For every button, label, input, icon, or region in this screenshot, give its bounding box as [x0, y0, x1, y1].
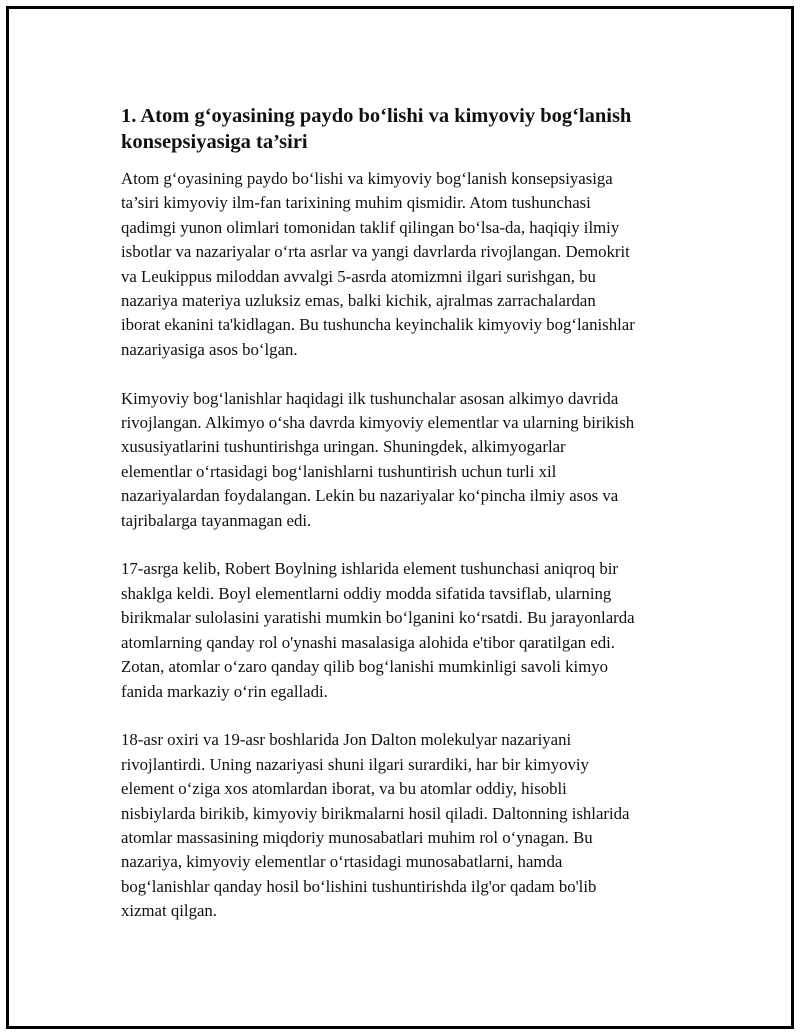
paragraph-2: Kimyoviy bog‘lanishlar haqidagi ilk tushunchalar asosan alkimyo davrida rivojlangan. Alkimyo o‘sha davrda kimyoviy elementlar va ularning birikish xususiyatlarini tushuntirishga uringan. Shuningdek, alkimyogarlar elementlar o‘rtasidagi bog‘lanishlarni tushuntirish uchun turli xil nazariyalardan foydalangan. Lekin bu nazariyalar ko‘pincha ilmiy asos va tajribalarga tayanmagan edi. — [121, 388, 635, 530]
paragraph-1: Atom g‘oyasining paydo bo‘lishi va kimyoviy bog‘lanish konsepsiyasiga ta’siri kimyoviy ilm-fan tarixining muhim qismidir. Atom tushunchasi qadimgi yunon olimlari tomonidan taklif qilingan bo‘lsa-da, haqiqiy ilmiy isbotlar va nazariyalar o‘rta asrlar va yangi davrlarda rivojlangan. Demokrit va Leukippus miloddan avvalgi 5-asrda atomizmni ilgari surishgan, bu nazariya materiya uzluksiz emas, balki kichik, ajralmas zarrachalardan iborat ekanini ta'kidlagan. Bu tushuncha keyinchalik kimyoviy bog‘lanishlar nazariyasiga asos bo‘lgan. — [121, 169, 635, 359]
page-frame — [6, 6, 794, 1029]
paragraph-4: 18-asr oxiri va 19-asr boshlarida Jon Dalton molekulyar nazariyani rivojlantirdi. Uning nazariyasi shuni ilgari surardiki, har bir kimyoviy element o‘ziga xos atomlardan iborat, va bu atomlar oddiy, hisobli nisbiylarda birikib, kimyoviy birikmalarni hosil qiladi. Daltonning ishlarida atomlar massasining miqdoriy munosabatlari muhim rol o‘ynagan. Bu nazariya, kimyoviy elementlar o‘rtasidagi munosabatlarni, hamda bog‘lanishlar qanday hosil bo‘lishini tushuntirishda ilg'or qadam bo'lib xizmat qilgan. — [121, 730, 630, 921]
section-title: 1. Atom g‘oyasining paydo bo‘lishi va kimyoviy bog‘lanish konsepsiyasiga ta’siri — [121, 105, 632, 153]
paragraph-3: 17-asrga kelib, Robert Boylning ishlarida element tushunchasi aniqroq bir shaklga keldi. Boyl elementlarni oddiy modda sifatida tavsiflab, ularning birikmalar sulolasini yaratishi mumkin bo‘lganini ko‘rsatdi. Bu jarayonlarda atomlarning qanday rol o'ynashi masalasiga alohida e'tibor qaratilgan edi. Zotan, atomlar o‘zaro qanday qilib bog‘lanishi mumkinligi savoli kimyo fanida markaziy o‘rin egalladi. — [121, 559, 635, 701]
document-body — [121, 103, 701, 948]
